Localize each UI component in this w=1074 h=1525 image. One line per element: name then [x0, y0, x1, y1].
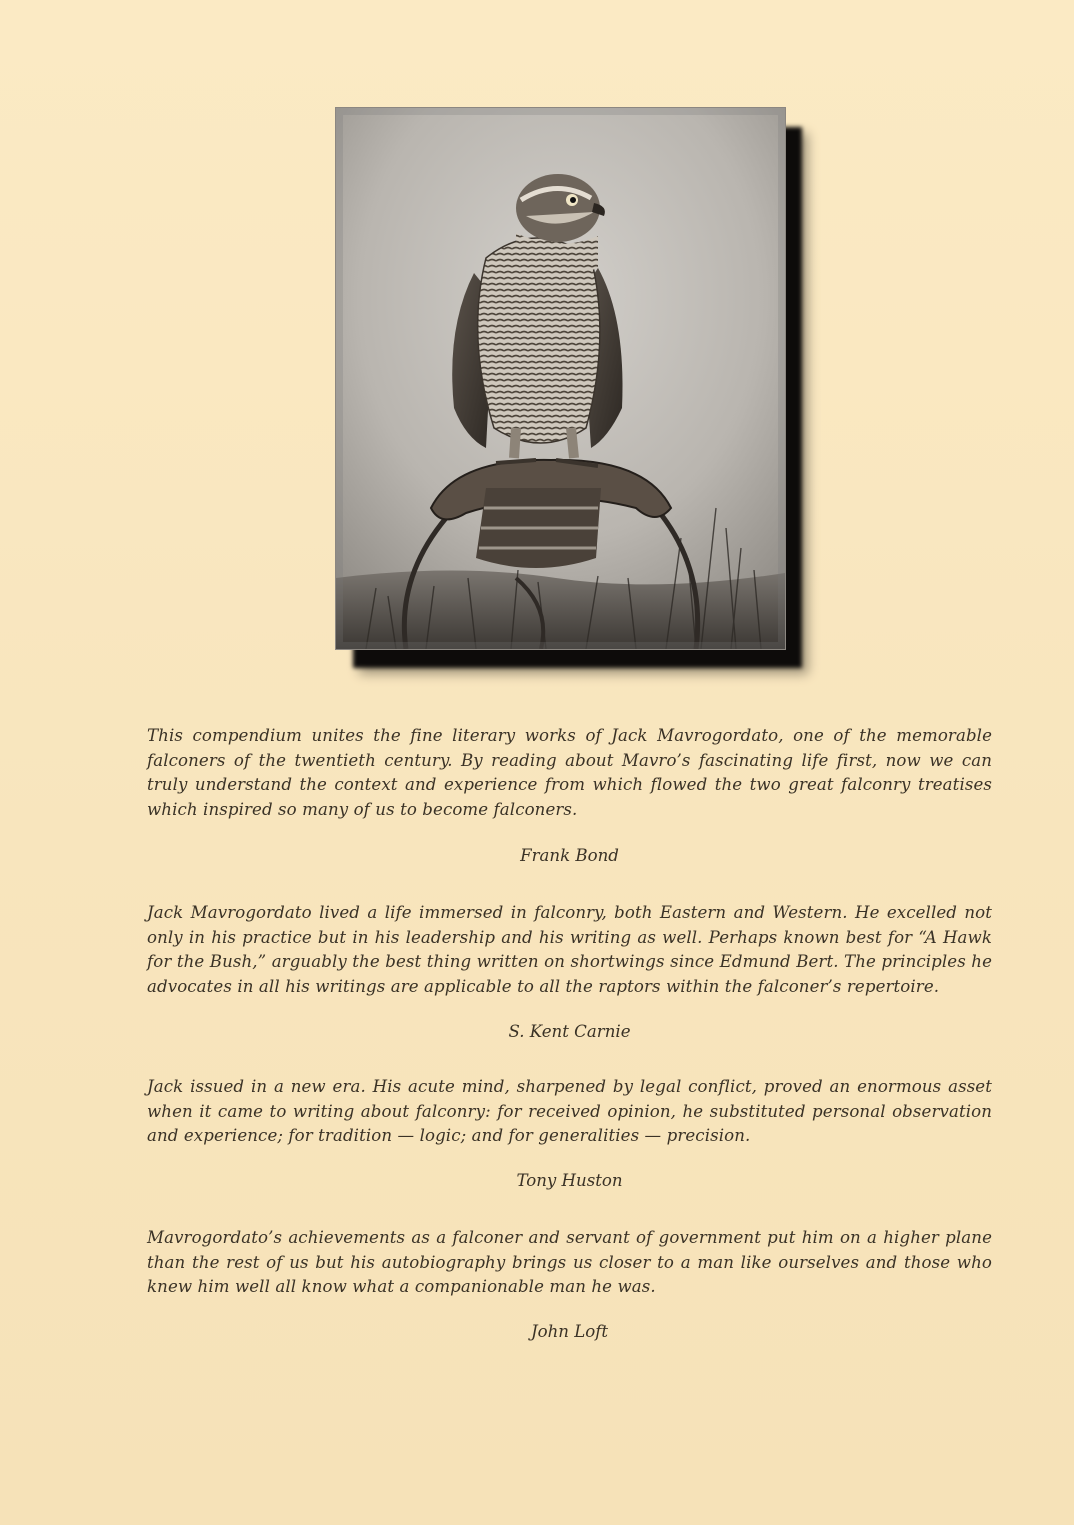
- testimonial-2: [147, 901, 992, 999]
- goshawk-illustration: [336, 108, 785, 649]
- testimonial-1: [147, 724, 992, 822]
- testimonial-quote: This compendium unites the fine literary works of Jack Mavrogordato, one of the memorable falconers of the twentieth century. By reading about Mavro’s fascinating life first, now we can truly understand the context and experience from which flowed the two great falconry treatises which inspired so many of us to become falconers.: [147, 726, 992, 819]
- testimonial-4: [147, 1226, 992, 1300]
- testimonial-author: Tony Huston: [516, 1171, 623, 1190]
- testimonial-author: John Loft: [530, 1322, 609, 1341]
- goshawk-photo: [335, 107, 786, 650]
- testimonial-quote: Jack Mavrogordato lived a life immersed in falconry, both Eastern and Western. He excelled not only in his practice but in his leadership and his writing as well. Perhaps known best for “A Hawk for the Bush,” arguably the best thing written on shortwings since Edmund Bert. The principles he advocates in all his writings are applicable to all the raptors within the falconer’s repertoire.: [147, 903, 992, 996]
- testimonial-author: Frank Bond: [520, 846, 619, 865]
- testimonial-author: S. Kent Carnie: [508, 1022, 631, 1041]
- photo-frame: [335, 107, 784, 648]
- testimonial-3: [147, 1075, 992, 1149]
- testimonial-quote: Mavrogordato’s achievements as a falconer and servant of government put him on a higher plane than the rest of us but his autobiography brings us closer to a man like ourselves and those who knew him well all know what a companionable man he was.: [147, 1228, 992, 1297]
- testimonial-quote: Jack issued in a new era. His acute mind, sharpened by legal conflict, proved an enormous asset when it came to writing about falconry: for received opinion, he substituted personal observation and experience; for tradition — logic; and for generalities — precision.: [147, 1077, 992, 1146]
